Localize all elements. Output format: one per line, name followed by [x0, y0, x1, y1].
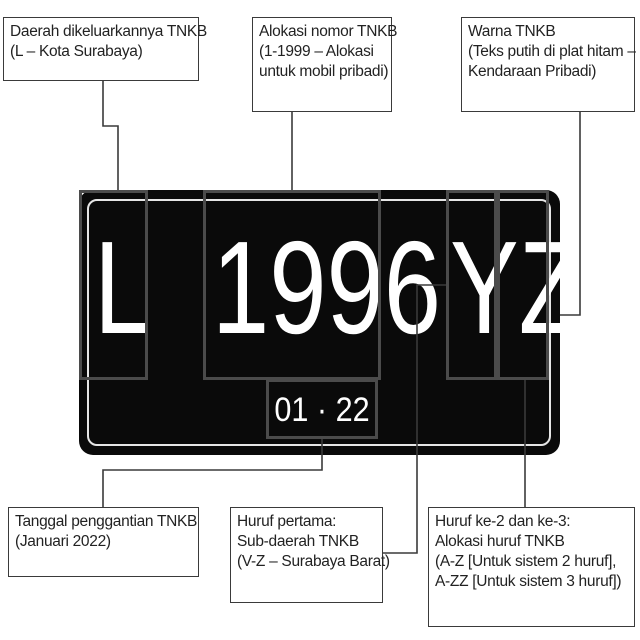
leader-line-color [560, 112, 580, 315]
leader-line-area [103, 81, 118, 190]
plate-suffix-letters: YZ [450, 214, 582, 361]
callout-line: Alokasi nomor TNKB [259, 23, 398, 40]
callout-line: (V-Z – Surabaya Barat) [237, 553, 390, 570]
plate-number: 1996 [212, 214, 442, 361]
callout-line: Huruf ke-2 dan ke-3: [435, 513, 571, 530]
callout-line: (L – Kota Surabaya) [10, 43, 143, 60]
callout-line: (A-Z [Untuk sistem 2 huruf], [435, 553, 617, 570]
callout-line: Warna TNKB [468, 23, 556, 40]
callout-line: untuk mobil pribadi) [259, 63, 389, 80]
callout-line: (Teks putih di plat hitam – [468, 43, 636, 60]
leader-line-date [103, 439, 322, 507]
callout-line: Alokasi huruf TNKB [435, 533, 565, 550]
plate-area-code: L [94, 214, 152, 361]
callout-line: Sub-daerah TNKB [237, 533, 359, 550]
callout-line: Daerah dikeluarkannya TNKB [10, 23, 207, 40]
callout-line: (Januari 2022) [15, 533, 111, 550]
leader-line-first-letter [383, 285, 446, 553]
plate-validity-date: 01 · 22 [274, 391, 370, 429]
callout-line: A-ZZ [Untuk sistem 3 huruf]) [435, 573, 622, 590]
callout-line: Huruf pertama: [237, 513, 337, 530]
callout-line: Kendaraan Pribadi) [468, 63, 597, 80]
callout-line: Tanggal penggantian TNKB [15, 513, 198, 530]
callout-line: (1-1999 – Alokasi [259, 43, 374, 60]
